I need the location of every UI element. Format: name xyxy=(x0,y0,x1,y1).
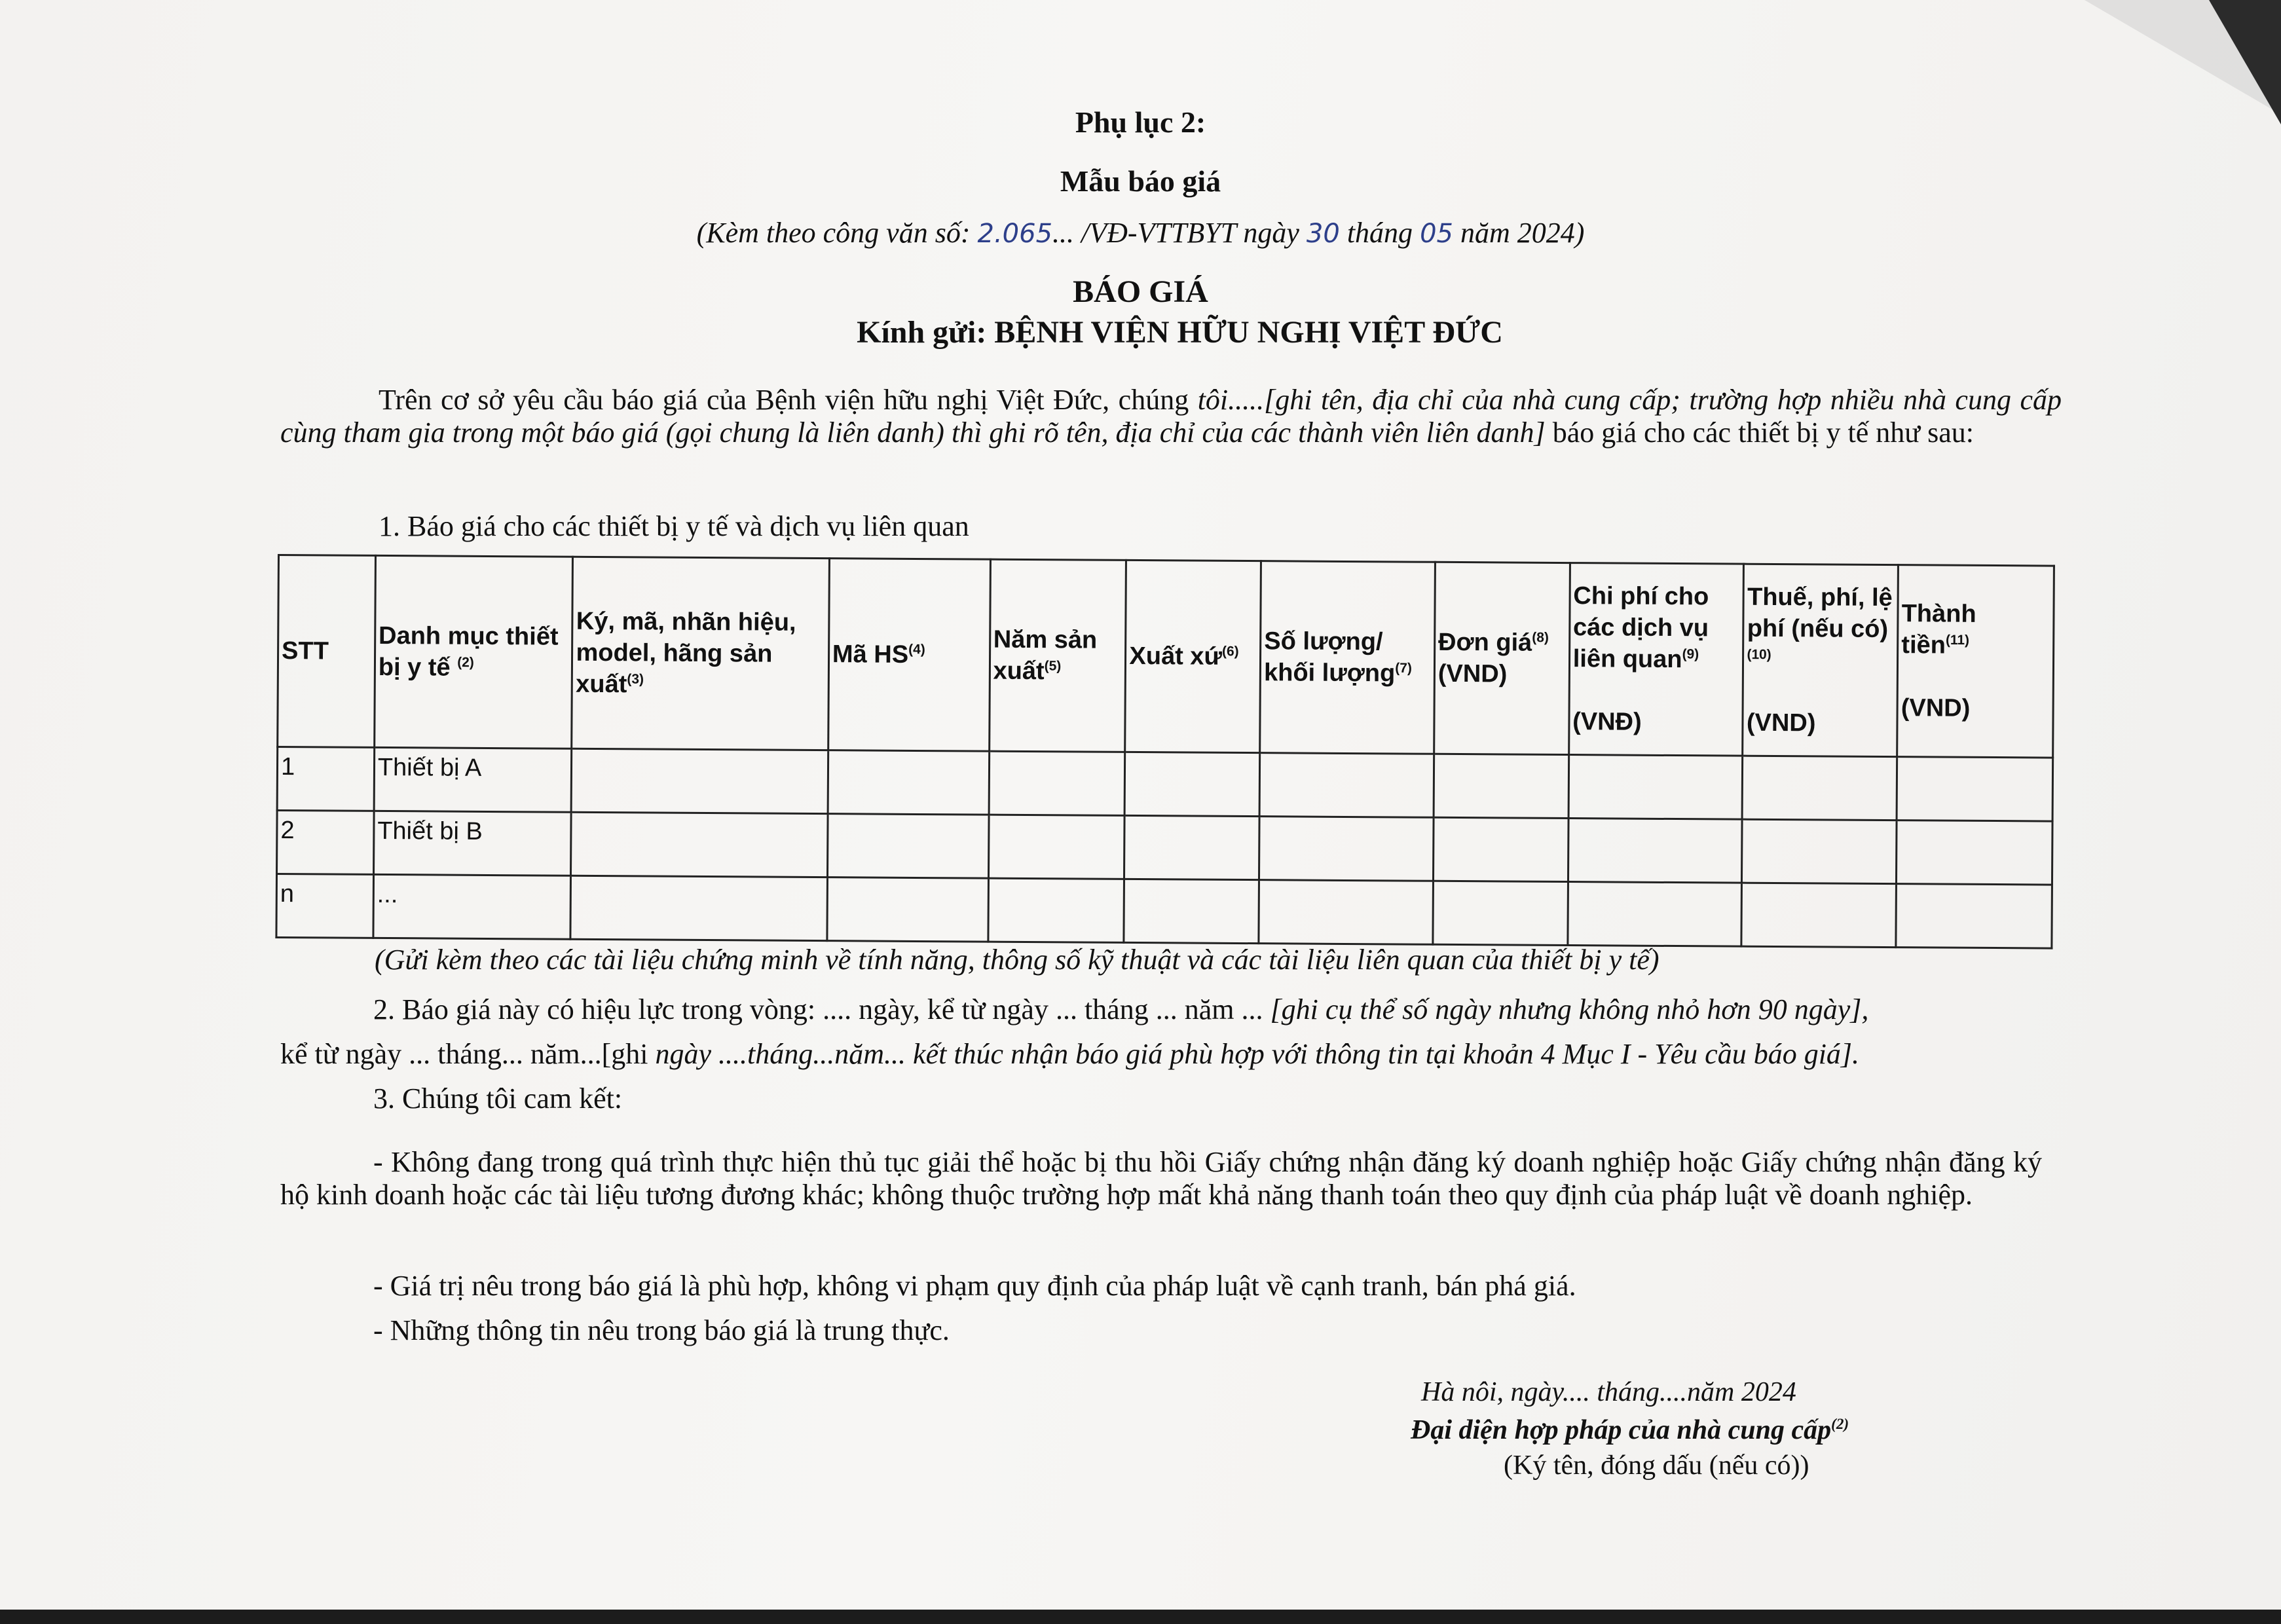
commitment-item-1: - Không đang trong quá trình thực hiện thủ tục giải thể hoặc bị thu hồi Giấy chứng nhận đăng ký doanh nghiệp hoặc Giấy chứng nhận đăng ký hộ kinh doanh hoặc các tài liệu tương đương khác; không thuộc trường hợp mất khả năng thanh toán theo quy định của pháp luật về doanh nghiệp. xyxy=(280,1146,2042,1211)
intro-plain-start: Trên cơ sở yêu cầu báo giá của Bệnh viện hữu nghị Việt Đức, chúng xyxy=(379,384,1198,416)
table-edge xyxy=(0,1610,2281,1624)
header-unit-price: Đơn giá$^{(8)}$ (VND) xyxy=(1434,562,1570,754)
header-hs-code: Mã HS$^{(4)}$ xyxy=(828,559,990,751)
header-item-list: Danh mục thiết bị y tế $^{(2)}$ xyxy=(375,555,573,748)
handwritten-month: 05 xyxy=(1420,219,1453,249)
header-origin: Xuất xứ$^{(6)}$ xyxy=(1125,560,1261,752)
header-stt: STT xyxy=(278,555,376,748)
reference-prefix: (Kèm theo công văn số: xyxy=(696,217,978,249)
section-1-heading: 1. Báo giá cho các thiết bị y tế và dịch vụ liên quan xyxy=(379,510,969,542)
intro-plain-end: báo giá cho các thiết bị y tế như sau: xyxy=(1545,416,1974,449)
quote-table xyxy=(275,554,2055,950)
reference-mid2: tháng xyxy=(1339,217,1420,249)
table-header-row xyxy=(278,555,2054,758)
intro-paragraph xyxy=(280,384,2062,449)
intro-italic: tôi.....[ghi tên, địa chỉ của nhà cung cấp; trường hợp nhiều nhà cung cấp cùng tham gia trong một báo giá (gọi chung là liên danh) thì ghi rõ tên, địa chỉ của các thành viên liên danh] xyxy=(280,384,2062,449)
cell-item: Thiết bị B xyxy=(373,811,571,876)
header-total: Thành tiền$^{(11)}$ (VND) xyxy=(1897,565,2054,758)
document-title: BÁO GIÁ xyxy=(1073,274,1208,309)
header-quantity: Số lượng/ khối lượng$^{(7)}$ xyxy=(1260,561,1436,754)
header-service-cost: Chi phí cho các dịch vụ liên quan$^{(9)}$ (VNĐ) xyxy=(1568,563,1743,756)
header-model: Ký, mã, nhãn hiệu, model, hãng sản xuất$^{(3)}$ xyxy=(572,557,829,750)
table-row xyxy=(277,811,2053,885)
signature-note: (Ký tên, đóng dấu (nếu có)) xyxy=(1504,1450,1809,1481)
form-title: Mẫu báo giá xyxy=(1060,164,1221,198)
header-tax: Thuế, phí, lệ phí (nếu có)$^{(10)}$ (VND) xyxy=(1743,564,1899,756)
cell-stt: 1 xyxy=(277,747,374,811)
handwritten-day: 30 xyxy=(1306,219,1340,249)
header-year: Năm sản xuất$^{(5)}$ xyxy=(989,559,1126,752)
signature-role: Đại diện hợp pháp của nhà cung cấp$^{(2)}$ xyxy=(1411,1415,1849,1445)
reference-suffix: năm 2024) xyxy=(1453,217,1585,249)
table-note: (Gửi kèm theo các tài liệu chứng minh về tính năng, thông số kỹ thuật và các tài liệu liên quan của thiết bị y tế) xyxy=(375,944,1660,976)
commitment-item-3: - Những thông tin nêu trong báo giá là trung thực. xyxy=(373,1314,950,1346)
cell-item: Thiết bị A xyxy=(374,747,572,812)
validity-line-1: 2. Báo giá này có hiệu lực trong vòng: .... ngày, kể từ ngày ... tháng ... năm ... [ghi cụ thể số ngày nhưng không nhỏ hơn 90 ngày], xyxy=(373,993,1869,1025)
commitment-heading: 3. Chúng tôi cam kết: xyxy=(373,1082,623,1115)
appendix-label: Phụ lục 2: xyxy=(1075,105,1206,139)
cell-item: ... xyxy=(373,874,571,939)
handwritten-ref-number: 2.065 xyxy=(977,219,1053,249)
signature-date: Hà nôi, ngày.... tháng....năm 2024 xyxy=(1421,1377,1796,1407)
reference-mid1: ... /VĐ-VTTBYT ngày xyxy=(1052,217,1307,249)
recipient-line: Kính gửi: BỆNH VIỆN HỮU NGHỊ VIỆT ĐỨC xyxy=(857,315,1503,350)
cell-stt: n xyxy=(276,874,373,938)
validity-line-2: kể từ ngày ... tháng... năm...[ghi ngày ....tháng...năm... kết thúc nhận báo giá phù hợp với thông tin tại khoản 4 Mục I - Yêu cầu báo giá]. xyxy=(280,1038,1860,1070)
commitment-item-2: - Giá trị nêu trong báo giá là phù hợp, không vi phạm quy định của pháp luật về cạnh tranh, bán phá giá. xyxy=(373,1270,1576,1302)
table-row xyxy=(277,747,2053,822)
table-row xyxy=(276,874,2052,949)
cell-stt: 2 xyxy=(277,811,374,875)
reference-line xyxy=(0,216,2281,249)
